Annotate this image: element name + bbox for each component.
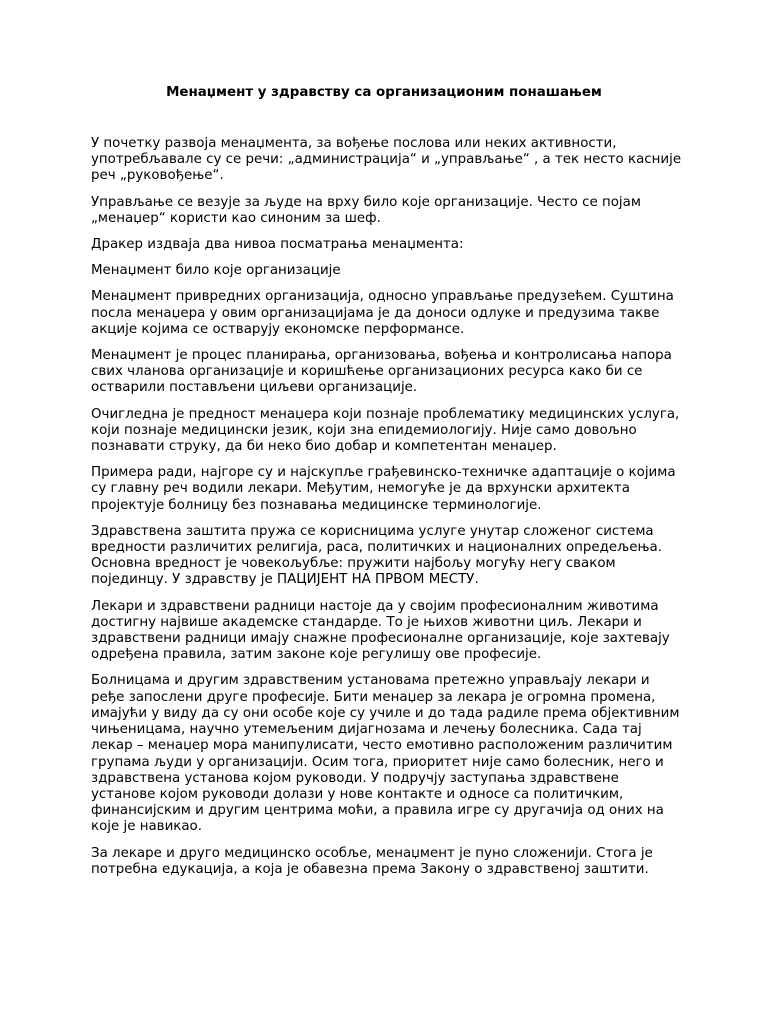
paragraph: У почетку развоја менаџмента, за вођење послова или неких активности, употребљавале су се речи: „администрација“ и „управљање“ , а тек несто касније реч „руковођење“.	[91, 136, 682, 184]
paragraph: Болницама и другим здравственим установама претежно управљају лекари и ређе запослени друге професије. Бити менаџер за лекара је огромна промена, имајући у виду да су они особе које су училе и до тада радиле према објективним чињеницама, научно утемељеним дијагнозама и лечењу болесника. Сада тај лекар – менаџер мора манипулисати, често емотивно расположеним различитим групама људи у организацији. Осим тога, приоритет није само болесник, него и здравствена установа којом руководи. У подручју заступања здравствене установе којом руководи долази у нове контакте и односе са политичким, финансијским и другим центрима моћи, а правила игре су другачија од оних на које је навикао.	[91, 673, 680, 835]
paragraph: За лекаре и друго медицинско особље, менаџмент је пуно сложенији. Стога је потребна едукација, а која је обавезна према Закону о здравственој заштити.	[91, 845, 653, 877]
paragraph: Лекари и здравствени радници настоје да у својим професионалним животима достигну највише академске стандарде. То је њихов животни циљ. Лекари и здравствени радници имају снажне професионалне организације, које захтевају одређена правила, затим законе које регулишу ове професије.	[91, 598, 670, 663]
document-title: Менаџмент у здравству са организационим понашањем	[166, 85, 602, 100]
paragraph: Менаџмент привредних организација, односно управљање предузећем. Суштина посла менаџера у овим организацијама је да доноси одлуке и предузима такве акције којима се остварују економске перформансе.	[91, 289, 674, 337]
paragraph: Очигледна је предност менаџера који познаје проблематику медицинских услуга, који познаје медицински језик, који зна епидемиологију. Није само довољно познавати струку, да би неко био добар и компетентан менаџер.	[91, 406, 680, 455]
paragraph: Примера ради, најгоре су и најскупље грађевинско-техничке адаптације о којима су главну реч водили лекари. Међутим, немогуће је да врхунски архитекта пројектује болницу без познавања медицинске терминологије.	[91, 465, 676, 513]
document-body	[91, 136, 685, 888]
paragraph: Дракер издваја два нивоа посматрања менаџмента:	[91, 237, 464, 253]
paragraph: Управљање се везује за људе на врху било које организације. Често се појам „менаџер“ користи као синоним за шеф.	[91, 194, 641, 226]
paragraph: Менаџмент било које организације	[91, 263, 341, 279]
paragraph: Здравствена заштита пружа се корисницима услуге унутар сложеног система вредности различитих религија, раса, политичких и националних опредељења. Основна вредност је човекољубље: пружити најбољу могућу негу сваком појединцу. У здравству је ПАЦИЈЕНТ НА ПРВОМ МЕСТУ.	[91, 523, 662, 588]
paragraph: Менаџмент је процес планирања, организовања, вођења и контролисања напора свих чланова организације и коришћење организационих ресурса како би се остварили постављени циљеви организације.	[91, 348, 672, 396]
